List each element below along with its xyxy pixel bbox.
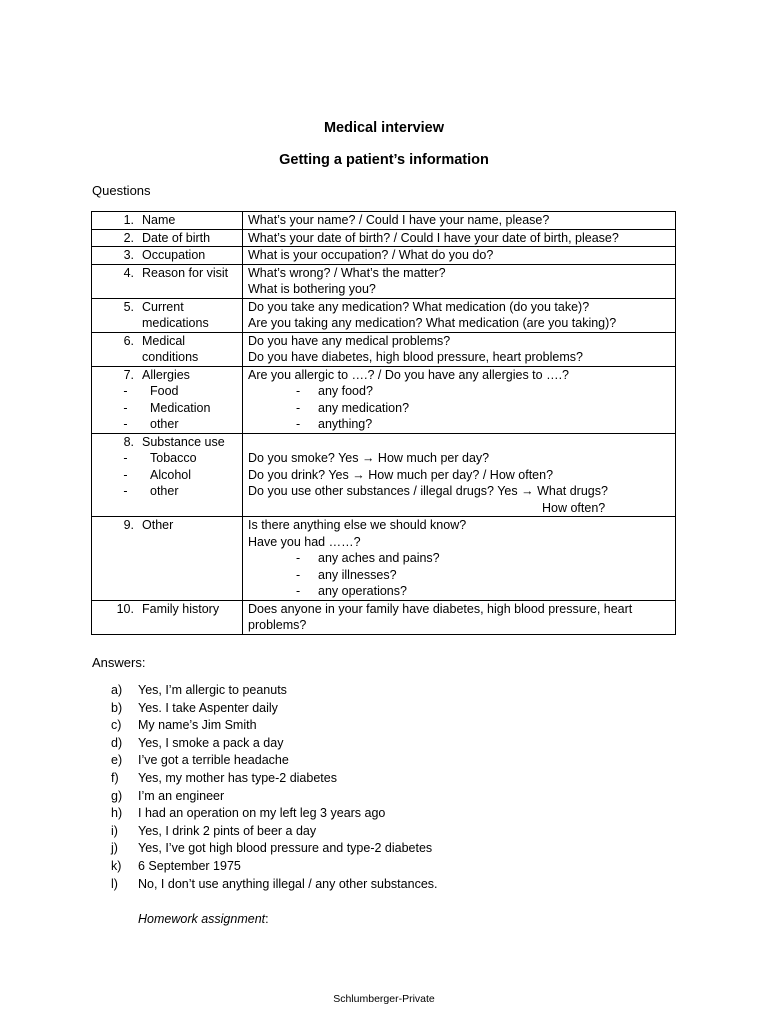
question-sub: - anything? — [296, 417, 373, 431]
list-item: c) My name’s Jim Smith — [111, 718, 257, 733]
row-label: Allergies — [142, 367, 190, 382]
question-text: What is bothering you? — [248, 282, 376, 296]
row-label: Reason for visit — [142, 265, 229, 280]
topic-cell — [92, 433, 243, 517]
question-text: Are you taking any medication? What medication (are you taking)? — [248, 316, 617, 330]
sub-item: - Food — [123, 384, 179, 398]
table-row — [92, 517, 676, 601]
sub-item: - other — [123, 484, 179, 498]
question-text: Do you use other substances / illegal drugs? Yes → What drugs? — [248, 484, 608, 498]
table-row — [92, 366, 676, 433]
row-label: Occupation — [142, 248, 206, 262]
question-sub: - any aches and pains? — [296, 551, 440, 565]
answers-list — [111, 682, 438, 893]
question-cell — [243, 433, 676, 517]
table-row — [92, 298, 676, 332]
topic-cell — [92, 332, 243, 366]
row-number: 7. — [123, 367, 134, 382]
question-cell — [243, 298, 676, 332]
list-item: e) I’ve got a terrible headache — [111, 753, 289, 768]
row-number: 2. — [123, 230, 134, 245]
question-sub: - any medication? — [296, 400, 410, 415]
row-label: Current medications — [142, 299, 209, 330]
question-text: What’s wrong? / What’s the matter? — [248, 265, 446, 280]
row-number: 5. — [123, 299, 134, 314]
document-title: Medical interview — [323, 120, 445, 136]
question-text: Are you allergic to ….? / Do you have any allergies to ….? — [248, 367, 569, 382]
row-label: Date of birth — [142, 230, 211, 245]
list-item: a) Yes, I’m allergic to peanuts — [111, 683, 287, 697]
question-text: Does anyone in your family have diabetes, high blood pressure, heart — [248, 601, 633, 616]
question-text: Is there anything else we should know? — [248, 518, 467, 532]
row-label: Name — [142, 213, 176, 227]
topic-cell — [92, 247, 243, 265]
topic-cell — [92, 517, 243, 601]
question-sub: - any illnesses? — [296, 567, 397, 582]
row-number: 10. — [116, 601, 134, 616]
list-item: k) 6 September 1975 — [111, 858, 241, 873]
question-text: Do you have diabetes, high blood pressure, heart problems? — [248, 350, 583, 364]
list-item: l) No, I don’t use anything illegal / any other substances. — [111, 876, 438, 891]
sub-item: - other — [123, 417, 179, 431]
table-row — [92, 229, 676, 247]
list-item: j) Yes, I’ve got high blood pressure and type-2 diabetes — [111, 841, 433, 856]
homework-assignment: Homework assignment: — [138, 912, 269, 926]
question-text: Do you smoke? Yes → How much per day? — [248, 451, 490, 465]
row-number: 6. — [123, 333, 134, 348]
topic-cell — [92, 366, 243, 433]
topic-cell — [92, 264, 243, 298]
question-text: Do you drink? Yes → How much per day? / How often? — [248, 467, 554, 482]
question-text: Do you have any medical problems? — [248, 333, 451, 348]
list-item: d) Yes, I smoke a pack a day — [111, 735, 284, 750]
question-cell — [243, 229, 676, 247]
row-number: 3. — [123, 248, 134, 262]
table-row — [92, 264, 676, 298]
question-text: What’s your date of birth? / Could I have your date of birth, please? — [248, 230, 619, 245]
list-item: b) Yes. I take Aspenter daily — [111, 700, 278, 715]
row-label: Family history — [142, 601, 220, 616]
row-label: Medical conditions — [142, 333, 199, 364]
row-number: 1. — [123, 213, 134, 227]
row-label: Substance use — [142, 434, 225, 449]
table-row — [92, 212, 676, 230]
row-number: 4. — [123, 265, 134, 280]
topic-cell — [92, 298, 243, 332]
questions-table — [91, 211, 676, 635]
list-item: h) I had an operation on my left leg 3 years ago — [111, 806, 386, 821]
question-text: Have you had ……? — [248, 534, 361, 549]
sub-item: - Tobacco — [123, 451, 197, 465]
topic-cell — [92, 212, 243, 230]
row-number: 8. — [123, 434, 134, 449]
table-row — [92, 332, 676, 366]
question-text: How often? — [542, 500, 606, 515]
question-cell — [243, 332, 676, 366]
question-text: problems? — [248, 618, 307, 632]
table-row — [92, 600, 676, 634]
question-cell — [243, 366, 676, 433]
question-sub: - any operations? — [296, 584, 407, 598]
question-text: What is your occupation? / What do you do? — [248, 248, 494, 262]
table-row — [92, 433, 676, 517]
topic-cell — [92, 600, 243, 634]
questions-heading: Questions — [92, 183, 151, 198]
list-item: i) Yes, I drink 2 pints of beer a day — [111, 823, 317, 838]
answers-heading: Answers: — [92, 655, 146, 670]
question-cell — [243, 600, 676, 634]
question-text: What’s your name? / Could I have your name, please? — [248, 213, 550, 227]
sub-item: - Medication — [123, 400, 211, 415]
row-label: Other — [142, 518, 174, 532]
list-item: g) I’m an engineer — [111, 788, 225, 803]
row-number: 9. — [123, 518, 134, 532]
topic-cell — [92, 229, 243, 247]
question-text: Do you take any medication? What medication (do you take)? — [248, 299, 590, 314]
question-sub: - any food? — [296, 384, 373, 398]
question-cell — [243, 247, 676, 265]
sub-item: - Alcohol — [123, 467, 191, 482]
document-subtitle: Getting a patient’s information — [279, 152, 489, 168]
question-cell — [243, 517, 676, 601]
question-cell — [243, 212, 676, 230]
list-item: f) Yes, my mother has type-2 diabetes — [111, 770, 337, 785]
question-cell — [243, 264, 676, 298]
table-row — [92, 247, 676, 265]
footer-classification: Schlumberger-Private — [333, 993, 435, 1005]
